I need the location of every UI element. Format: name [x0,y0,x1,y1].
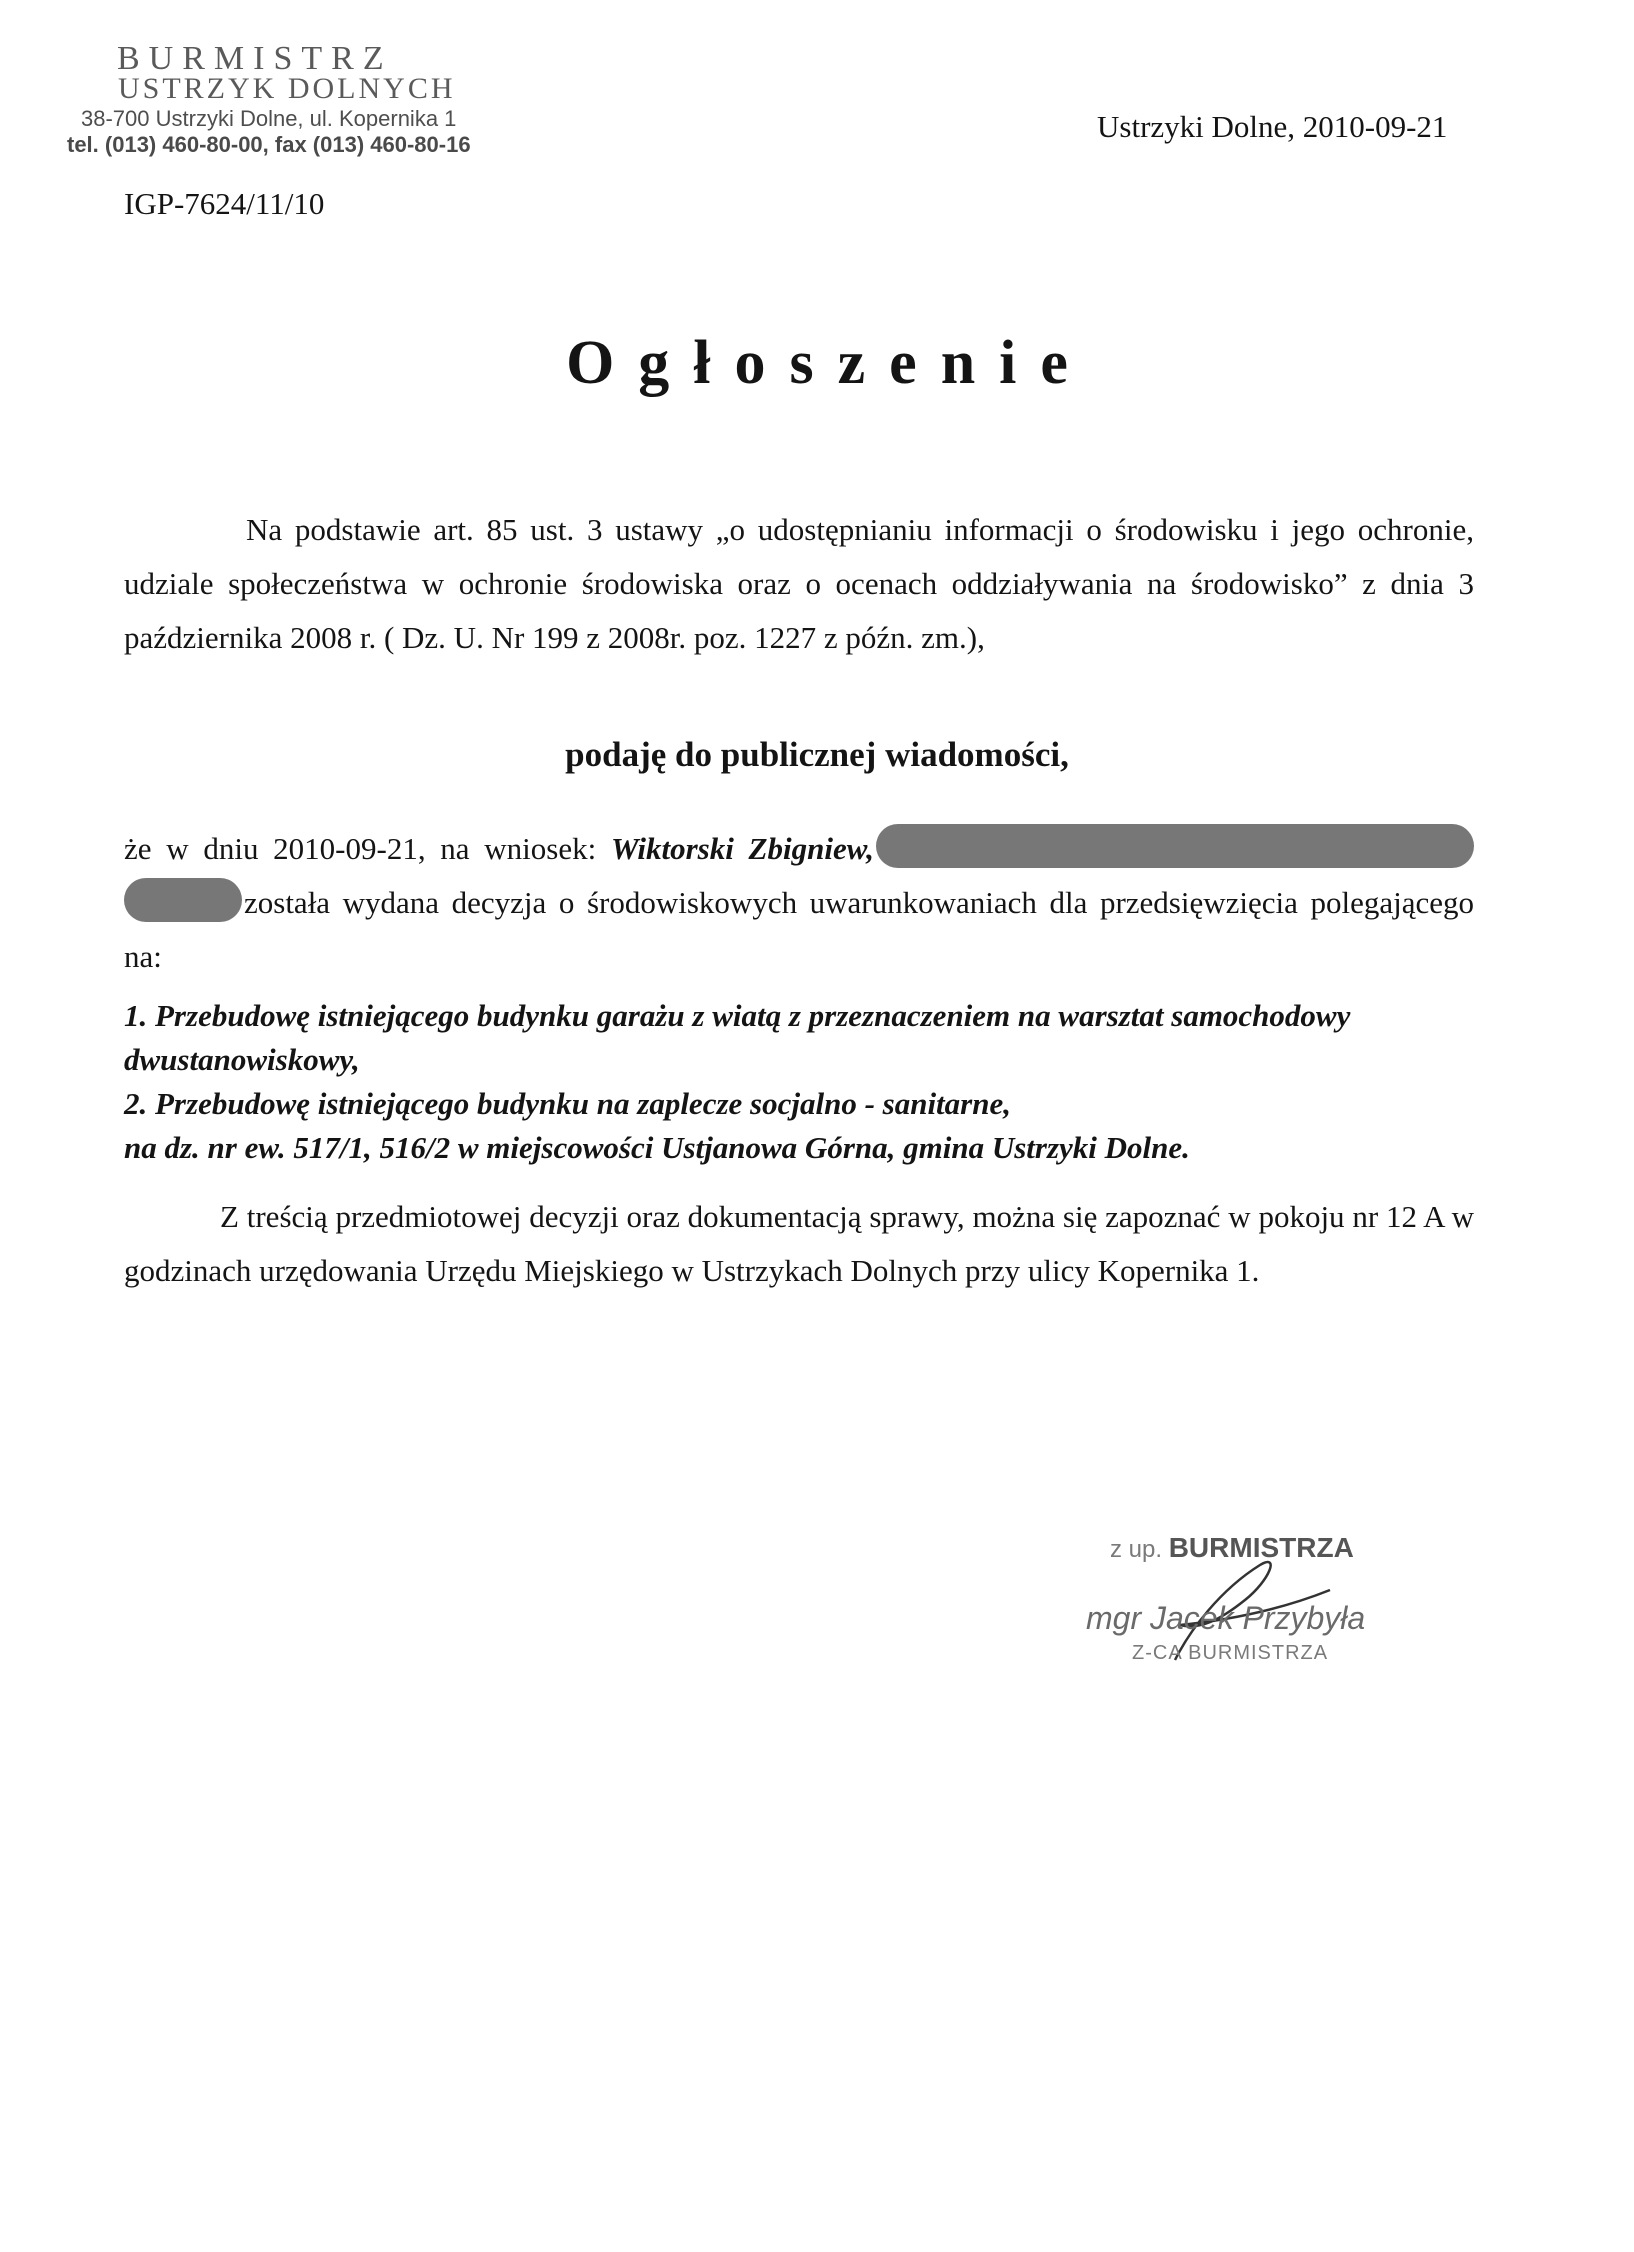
signature-prefix: z up. [1110,1536,1163,1563]
redacted-address [876,824,1474,868]
stamp-phone: tel. (013) 460-80-00, fax (013) 460-80-16 [67,132,471,157]
signature-authority-label: BURMISTRZA [1168,1532,1354,1563]
access-paragraph: Z treścią przedmiotowej decyzji oraz dokumentacją sprawy, można się zapoznać w pokoju nr 12 A w godzinach urzędowania Urzędu Miejskiego w Ustrzykach Dolnych przy ulicy Kopernika 1. [124,1199,1474,1288]
stamp-title: BURMISTRZ [117,40,393,77]
redacted-address-continued [124,878,242,922]
project-items [124,994,1474,1170]
decision-intro: że w dniu 2010-09-21, na wniosek: [124,831,611,866]
document-title: Ogłoszenie [566,329,1092,397]
signature-block [1080,1520,1420,1680]
decision-paragraph [124,822,1474,984]
document-date: Ustrzyki Dolne, 2010-09-21 [1097,109,1448,144]
signatory-name: mgr Jacek Przybyła [1086,1600,1366,1636]
legal-basis-paragraph: Na podstawie art. 85 ust. 3 ustawy „o udostępnianiu informacji o środowisku i jego ochronie, udziale społeczeństwa w ochronie środowiska oraz o ocenach oddziaływania na środowisko” z dnia 3 października 2008 r. ( Dz. U. Nr 199 z 2008r. poz. 1227 z późn. zm.), [124,512,1474,655]
applicant-name: Wiktorski Zbigniew, [610,831,874,866]
reference-number: IGP-7624/11/10 [124,186,325,221]
project-item: 1. Przebudowę istniejącego budynku garażu z wiatą z przeznaczeniem na warsztat samochodowy [124,998,1351,1033]
project-item: dwustanowiskowy, [124,1042,360,1077]
project-item: na dz. nr ew. 517/1, 516/2 w miejscowości Ustjanowa Górna, gmina Ustrzyki Dolne. [124,1130,1190,1165]
stamp-town: USTRZYK DOLNYCH [118,72,456,105]
announcement-lead: podaję do publicznej wiadomości, [565,735,1069,774]
stamp-address: 38-700 Ustrzyki Dolne, ul. Kopernika 1 [81,106,457,131]
signatory-role: Z-CA BURMISTRZA [1132,1642,1329,1664]
decision-text: została wydana decyzja o środowiskowych uwarunkowaniach dla przedsięwzięcia polegającego na: [124,885,1474,974]
project-item: 2. Przebudowę istniejącego budynku na zaplecze socjalno - sanitarne, [124,1086,1011,1121]
